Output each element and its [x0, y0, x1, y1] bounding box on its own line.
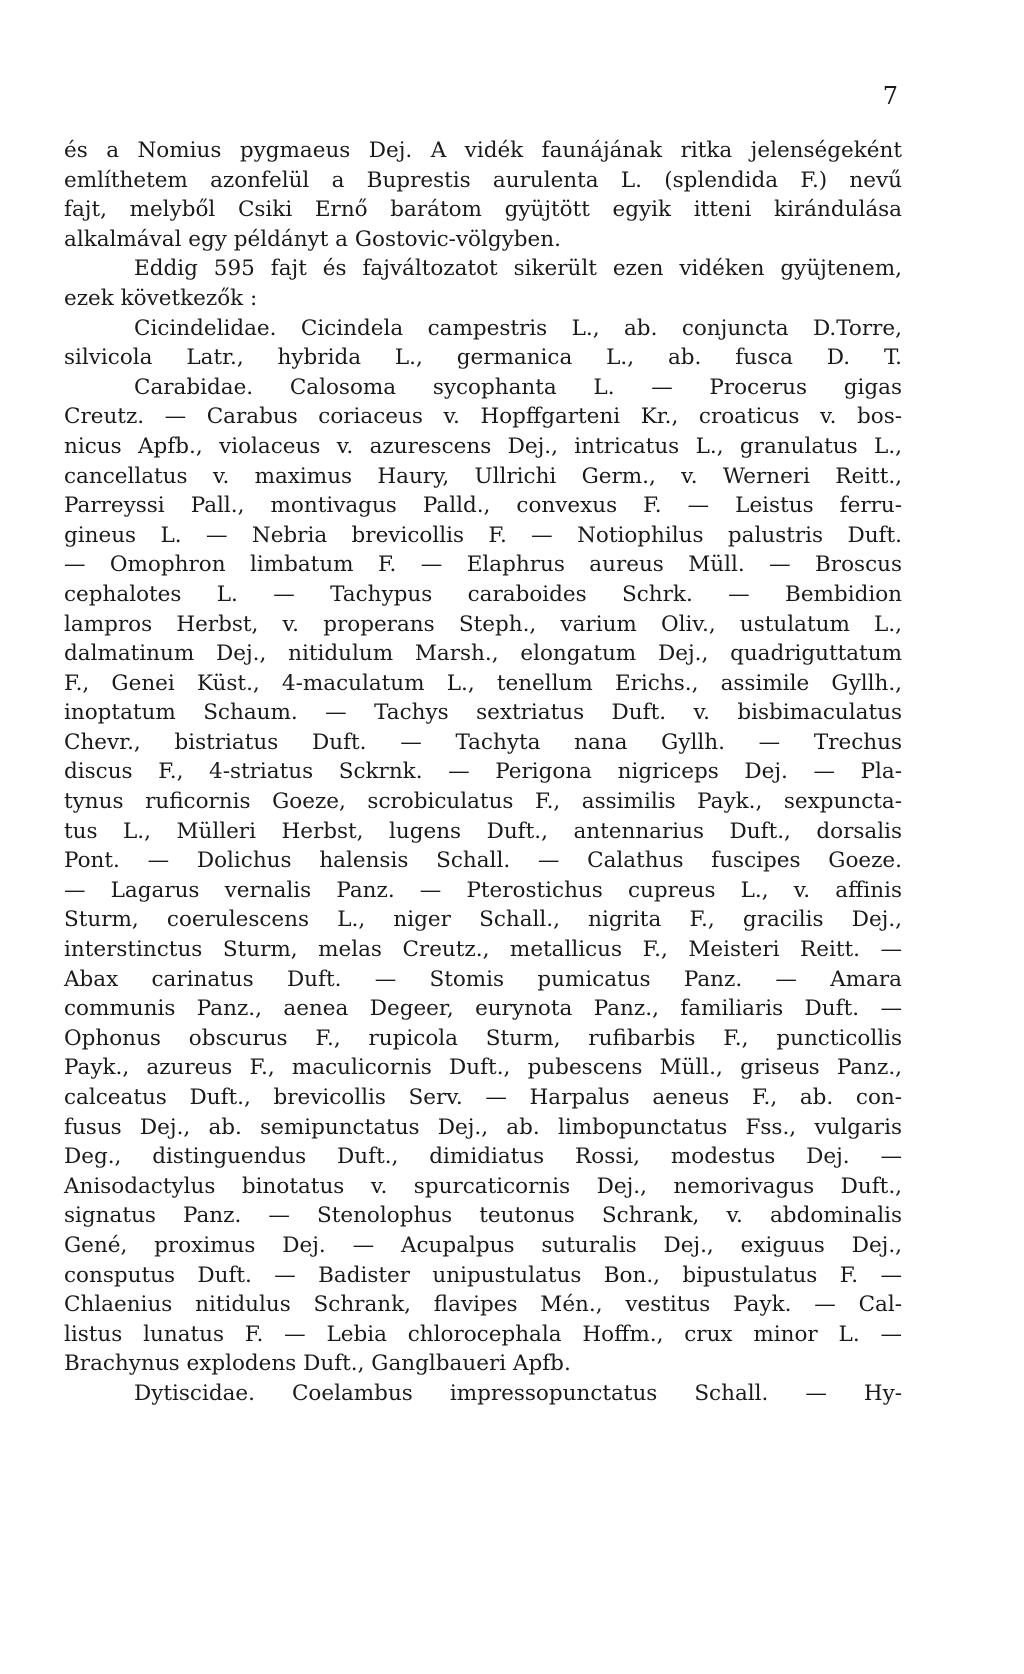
text-line: nicus Apfb., violaceus v. azurescens Dej., intricatus L., granulatus L., — [64, 433, 902, 459]
text-line: — Omophron limbatum F. — Elaphrus aureus Müll. — Broscus — [64, 552, 902, 578]
text-line: ezek következők : — [64, 285, 258, 311]
text-line: lampros Herbst, v. properans Steph., varium Oliv., ustulatum L., — [64, 611, 902, 637]
text-line: alkalmával egy példányt a Gostovic-völgyben. — [64, 226, 561, 252]
page-number: 7 — [882, 82, 898, 110]
text-line: Chevr., bistriatus Duft. — Tachyta nana Gyllh. — Trechus — [64, 729, 902, 755]
text-line: Chlaenius nitidulus Schrank, flavipes Mén., vestitus Payk. — Cal- — [64, 1292, 902, 1318]
text-line: cephalotes L. — Tachypus caraboides Schrk. — Bembidion — [64, 581, 902, 607]
text-line: Anisodactylus binotatus v. spurcaticornis Dej., nemorivagus Duft., — [64, 1173, 902, 1199]
text-line: F., Genei Küst., 4-maculatum L., tenellum Erichs., assimile Gyllh., — [64, 670, 902, 696]
text-line: Eddig 595 fajt és fajváltozatot sikerült ezen vidéken gyüjtenem, — [134, 256, 902, 282]
text-line: Deg., distinguendus Duft., dimidiatus Rossi, modestus Dej. — — [64, 1144, 902, 1170]
text-line: Payk., azureus F., maculicornis Duft., pubescens Müll., griseus Panz., — [64, 1055, 902, 1081]
text-line: tynus ruficornis Goeze, scrobiculatus F., assimilis Payk., sexpuncta- — [64, 789, 902, 815]
text-line: inoptatum Schaum. — Tachys sextriatus Duft. v. bisbimaculatus — [64, 700, 902, 726]
text-line: dalmatinum Dej., nitidulum Marsh., elongatum Dej., quadriguttatum — [64, 641, 902, 667]
text-line: gineus L. — Nebria brevicollis F. — Notiophilus palustris Duft. — [64, 522, 902, 548]
text-line: fusus Dej., ab. semipunctatus Dej., ab. limbopunctatus Fss., vulgaris — [64, 1114, 902, 1140]
text-line: cancellatus v. maximus Haury, Ullrichi Germ., v. Werneri Reitt., — [64, 463, 902, 489]
text-line: signatus Panz. — Stenolophus teutonus Schrank, v. abdominalis — [64, 1203, 902, 1229]
text-body — [64, 136, 902, 1409]
text-line: silvicola Latr., hybrida L., germanica L., ab. fusca D. T. — [64, 345, 902, 371]
text-line: interstinctus Sturm, melas Creutz., metallicus F., Meisteri Reitt. — — [64, 937, 902, 963]
text-line: tus L., Mülleri Herbst, lugens Duft., antennarius Duft., dorsalis — [64, 818, 902, 844]
text-line: consputus Duft. — Badister unipustulatus Bon., bipustulatus F. — — [64, 1262, 902, 1288]
text-line: Parreyssi Pall., montivagus Palld., convexus F. — Leistus ferru- — [64, 493, 902, 519]
text-line: Brachynus explodens Duft., Ganglbaueri Apfb. — [64, 1351, 571, 1377]
text-line: calceatus Duft., brevicollis Serv. — Harpalus aeneus F., ab. con- — [64, 1085, 902, 1110]
text-line: Creutz. — Carabus coriaceus v. Hopffgarteni Kr., croaticus v. bos- — [64, 404, 902, 430]
text-line: Pont. — Dolichus halensis Schall. — Calathus fuscipes Goeze. — [64, 848, 902, 874]
text-line: Cicindelidae. Cicindela campestris L., ab. conjuncta D.Torre, — [134, 315, 902, 341]
text-line: Sturm, coerulescens L., niger Schall., nigrita F., gracilis Dej., — [64, 907, 902, 933]
text-line: fajt, melyből Csiki Ernő barátom gyüjtött egyik itteni kirándulása — [64, 197, 902, 223]
text-line: communis Panz., aenea Degeer, eurynota Panz., familiaris Duft. — — [64, 996, 902, 1022]
text-line: és a Nomius pygmaeus Dej. A vidék faunájának ritka jelenségeként — [64, 138, 902, 163]
text-line: említhetem azonfelül a Buprestis aurulenta L. (splendida F.) nevű — [64, 167, 902, 193]
text-line: Carabidae. Calosoma sycophanta L. — Procerus gigas — [134, 374, 902, 400]
text-line: discus F., 4-striatus Sckrnk. — Perigona nigriceps Dej. — Pla- — [64, 759, 902, 785]
text-line: Gené, proximus Dej. — Acupalpus suturalis Dej., exiguus Dej., — [64, 1232, 902, 1258]
text-line: Abax carinatus Duft. — Stomis pumicatus Panz. — Amara — [64, 966, 902, 992]
text-line: Ophonus obscurus F., rupicola Sturm, rufibarbis F., puncticollis — [64, 1025, 902, 1051]
text-line: — Lagarus vernalis Panz. — Pterostichus cupreus L., v. affinis — [64, 877, 902, 903]
text-line: Dytiscidae. Coelambus impressopunctatus Schall. — Hy- — [134, 1380, 902, 1406]
text-line: listus lunatus F. — Lebia chlorocephala Hoffm., crux minor L. — — [64, 1321, 902, 1347]
